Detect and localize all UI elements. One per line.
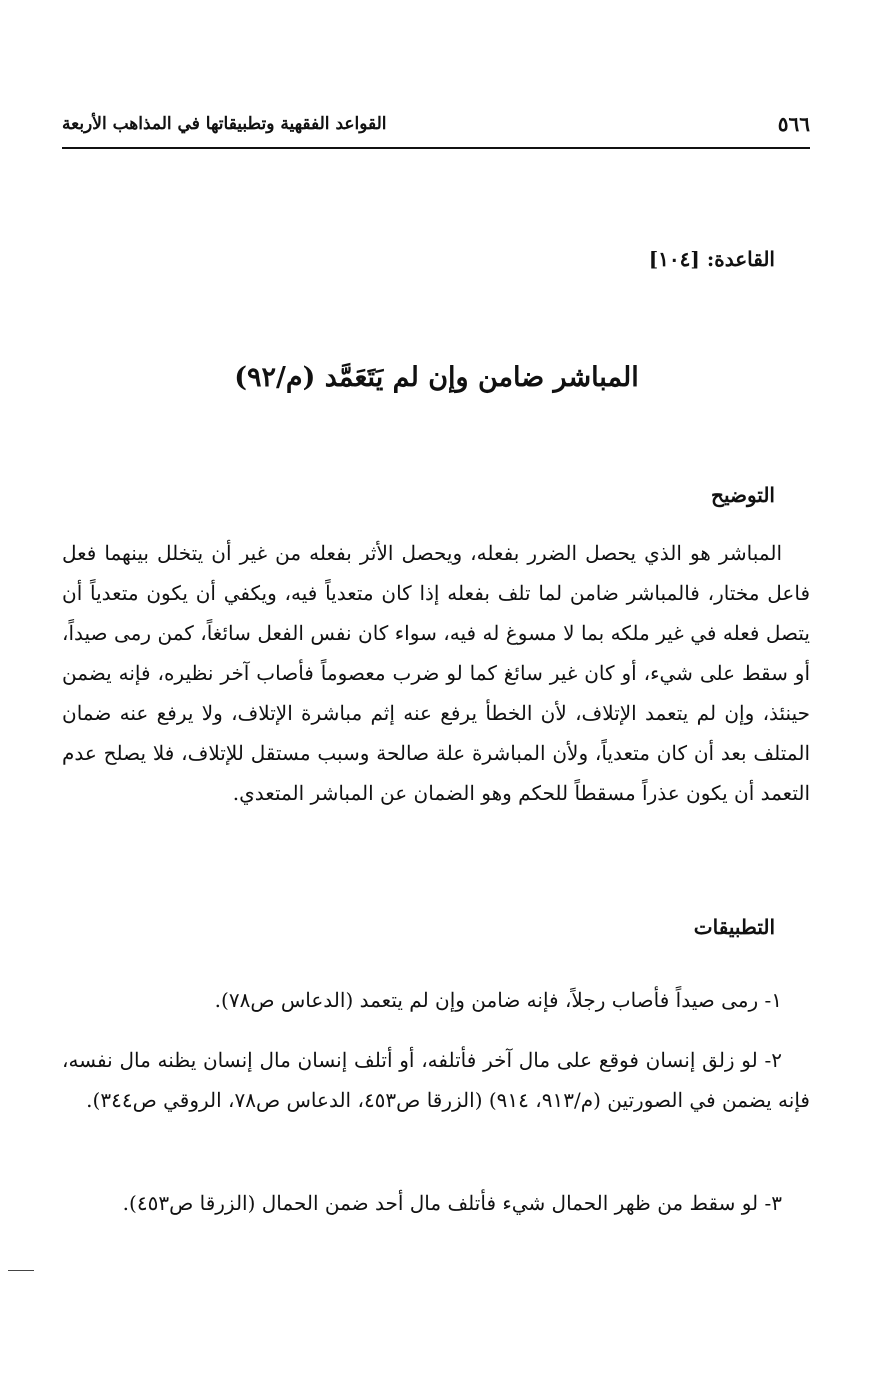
explanation-heading: التوضيح <box>711 483 775 507</box>
explanation-paragraph: المباشر هو الذي يحصل الضرر بفعله، ويحصل الأثر بفعله من غير أن يتخلل بينهما فعل فاعل مختار، فالمباشر ضامن لما تلف بفعله إذا كان متعدياً فيه، ويكفي أن يكون متعدياً أن يتصل فعله في غير ملكه بما لا مسوغ له فيه، سواء كان نفس الفعل سائغاً، كمن رمى صيداً، أو سقط على شيء، أو كان غير سائغ كما لو ضرب معصوماً فأصاب آخر نظيره، فإنه يضمن حينئذ، وإن لم يتعمد الإتلاف، لأن الخطأ يرفع عنه إثم مباشرة الإتلاف، ولا يرفع عنه ضمان المتلف بعد أن كان متعدياً، ولأن المباشرة علة صالحة وسبب مستقل للإتلاف، فلا يصلح عدم التعمد أن يكون عذراً مسقطاً للحكم وهو الضمان عن المباشر المتعدي. <box>62 541 810 805</box>
application-item-2: ٢- لو زلق إنسان فوقع على مال آخر فأتلفه، أو أتلف إنسان مال إنسان يظنه مال نفسه، فإنه يضمن في الصورتين (م/٩١٣، ٩١٤) (الزرقا ص٤٥٣، الدعاس ص٧٨، الروقي ص٣٤٤). <box>62 1048 810 1112</box>
application-item-1: ١- رمى صيداً فأصاب رجلاً، فإنه ضامن وإن لم يتعمد (الدعاس ص٧٨). <box>214 988 782 1012</box>
rule-title: المباشر ضامن وإن لم يَتَعَمَّد (م/٩٢) <box>234 362 639 393</box>
running-header <box>62 112 810 140</box>
page-number: ٥٦٦ <box>777 112 810 136</box>
margin-mark <box>8 1270 34 1271</box>
applications-heading: التطبيقات <box>693 915 775 939</box>
book-title: القواعد الفقهية وتطبيقاتها في المذاهب الأربعة <box>62 114 387 134</box>
rule-number-label: القاعدة: [١٠٤] <box>648 247 775 271</box>
header-divider <box>62 147 810 149</box>
application-item-3: ٣- لو سقط من ظهر الحمال شيء فأتلف مال أحد ضمن الحمال (الزرقا ص٤٥٣). <box>122 1191 782 1215</box>
